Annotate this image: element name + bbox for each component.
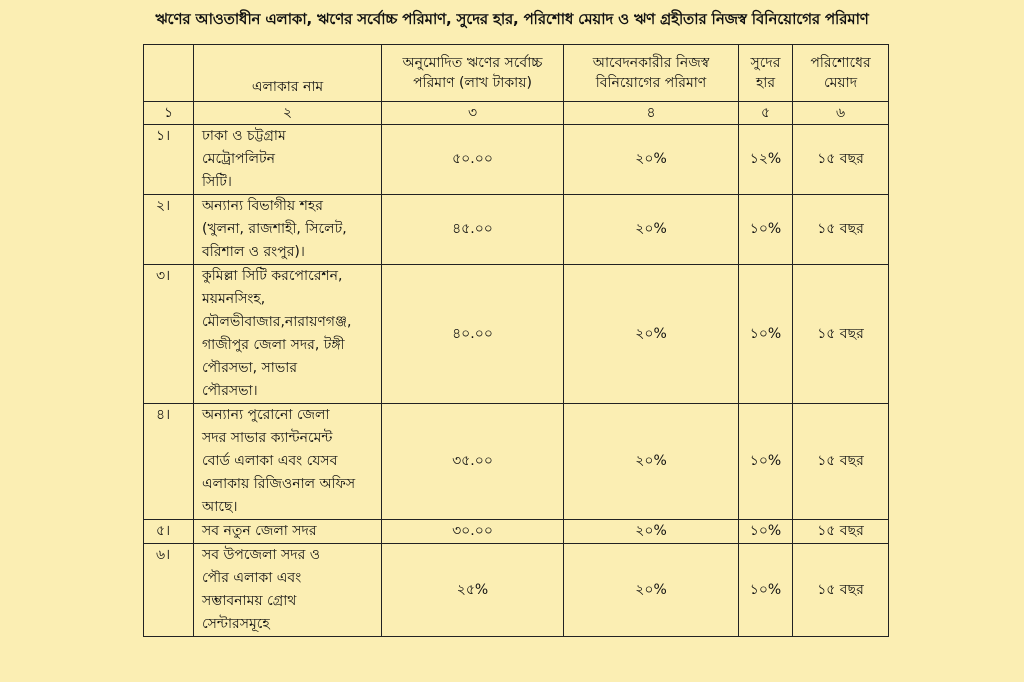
header-serial bbox=[144, 45, 194, 102]
table-row bbox=[144, 520, 889, 544]
table-row bbox=[144, 125, 889, 195]
area-line: মৌলভীবাজার,নারায়ণগঞ্জ, bbox=[202, 314, 352, 330]
row-repayment-term: ১৫ বছর bbox=[793, 125, 889, 195]
area-line: সব উপজেলা সদর ও bbox=[202, 547, 321, 563]
row-area-name bbox=[194, 520, 382, 544]
area-line: মেট্রোপলিটন bbox=[202, 151, 276, 167]
header-own-investment: আবেদনকারীর নিজস্ব বিনিয়োগের পরিমাণ bbox=[564, 45, 739, 102]
column-number: ৬ bbox=[793, 102, 889, 125]
area-line: (খুলনা, রাজশাহী, সিলেট, bbox=[202, 221, 347, 237]
area-line: সেন্টারসমূহে bbox=[202, 616, 270, 632]
row-area-name bbox=[194, 265, 382, 404]
column-number: ২ bbox=[194, 102, 382, 125]
table-row bbox=[144, 544, 889, 637]
row-interest-rate: ১০% bbox=[739, 404, 793, 520]
row-own-investment: ২০% bbox=[564, 265, 739, 404]
row-interest-rate: ১০% bbox=[739, 520, 793, 544]
area-line: সদর সাভার ক্যান্টনমেন্ট bbox=[202, 430, 333, 446]
row-own-investment: ২০% bbox=[564, 195, 739, 265]
table-row bbox=[144, 404, 889, 520]
area-line: পৌরসভা, সাভার bbox=[202, 360, 298, 376]
row-area-name bbox=[194, 125, 382, 195]
area-line: কুমিল্লা সিটি করপোরেশন, bbox=[202, 268, 343, 284]
row-area-name bbox=[194, 195, 382, 265]
area-line: পৌরসভা। bbox=[202, 383, 258, 399]
row-repayment-term: ১৫ বছর bbox=[793, 265, 889, 404]
table-row bbox=[144, 195, 889, 265]
header-repayment-term: পরিশোধের মেয়াদ bbox=[793, 45, 889, 102]
column-number: ৫ bbox=[739, 102, 793, 125]
header-row bbox=[144, 45, 889, 102]
row-interest-rate: ১০% bbox=[739, 265, 793, 404]
row-serial: ৬। bbox=[144, 544, 194, 637]
loan-table bbox=[143, 44, 889, 637]
area-line: গাজীপুর জেলা সদর, টঙ্গী bbox=[202, 337, 345, 353]
row-area-name bbox=[194, 404, 382, 520]
row-interest-rate: ১২% bbox=[739, 125, 793, 195]
row-repayment-term: ১৫ বছর bbox=[793, 520, 889, 544]
table-row bbox=[144, 265, 889, 404]
row-own-investment: ২০% bbox=[564, 544, 739, 637]
area-line: ঢাকা ও চট্টগ্রাম bbox=[202, 128, 286, 144]
header-max-loan: অনুমোদিত ঋণের সর্বোচ্চ পরিমাণ (লাখ টাকায়) bbox=[382, 45, 564, 102]
column-number: ১ bbox=[144, 102, 194, 125]
area-line: আছে। bbox=[202, 499, 238, 515]
row-max-loan: ২৫% bbox=[382, 544, 564, 637]
area-line: সম্ভাবনাময় গ্রোথ bbox=[202, 593, 297, 609]
row-own-investment: ২০% bbox=[564, 520, 739, 544]
row-max-loan: ৪৫.০০ bbox=[382, 195, 564, 265]
area-line: বোর্ড এলাকা এবং যেসব bbox=[202, 453, 338, 469]
row-area-name bbox=[194, 544, 382, 637]
area-line: এলাকায় রিজিওনাল অফিস bbox=[202, 476, 356, 492]
row-repayment-term: ১৫ বছর bbox=[793, 404, 889, 520]
area-line: ময়মনসিংহ, bbox=[202, 291, 266, 307]
area-line: পৌর এলাকা এবং bbox=[202, 570, 302, 586]
area-line: অন্যান্য পুরোনো জেলা bbox=[202, 407, 330, 423]
row-serial: ১। bbox=[144, 125, 194, 195]
row-max-loan: ৩০.০০ bbox=[382, 520, 564, 544]
row-max-loan: ৩৫.০০ bbox=[382, 404, 564, 520]
area-line: বরিশাল ও রংপুর)। bbox=[202, 244, 305, 260]
row-serial: ৩। bbox=[144, 265, 194, 404]
column-number: ৩ bbox=[382, 102, 564, 125]
area-line: সব নতুন জেলা সদর bbox=[202, 523, 317, 539]
column-number: ৪ bbox=[564, 102, 739, 125]
area-line: অন্যান্য বিভাগীয় শহর bbox=[202, 198, 323, 214]
page-title: ঋণের আওতাধীন এলাকা, ঋণের সর্বোচ্চ পরিমাণ, সুদের হার, পরিশোধ মেয়াদ ও ঋণ গ্রহীতার নিজস্ব বিনিয়োগের পরিমাণ bbox=[155, 10, 869, 28]
column-number-row bbox=[144, 102, 889, 125]
row-max-loan: ৫০.০০ bbox=[382, 125, 564, 195]
row-repayment-term: ১৫ বছর bbox=[793, 195, 889, 265]
row-interest-rate: ১০% bbox=[739, 195, 793, 265]
header-interest-rate: সুদের হার bbox=[739, 45, 793, 102]
row-max-loan: ৪০.০০ bbox=[382, 265, 564, 404]
row-own-investment: ২০% bbox=[564, 125, 739, 195]
header-area-name: এলাকার নাম bbox=[194, 45, 382, 102]
row-serial: ২। bbox=[144, 195, 194, 265]
row-repayment-term: ১৫ বছর bbox=[793, 544, 889, 637]
row-interest-rate: ১০% bbox=[739, 544, 793, 637]
area-line: সিটি। bbox=[202, 174, 232, 190]
row-serial: ৪। bbox=[144, 404, 194, 520]
row-own-investment: ২০% bbox=[564, 404, 739, 520]
row-serial: ৫। bbox=[144, 520, 194, 544]
